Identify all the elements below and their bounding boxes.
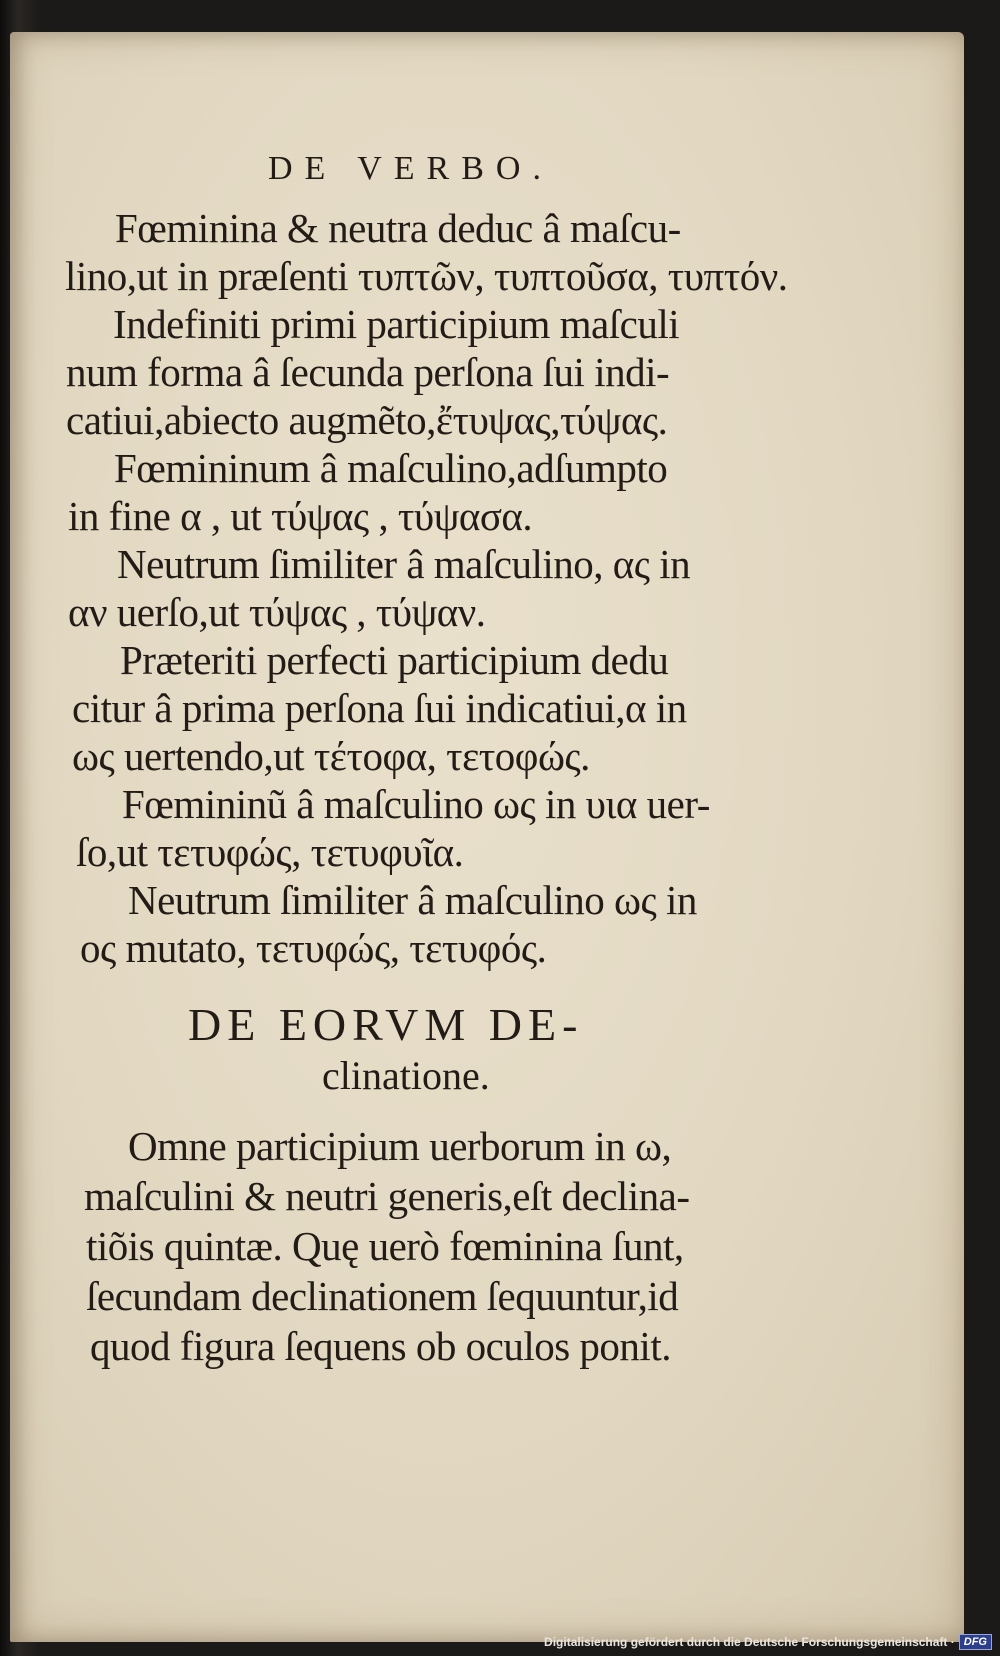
text-line-20: ſecundam declinationem ſequuntur,id <box>86 1273 679 1319</box>
digitization-credit <box>544 1634 992 1650</box>
text-line-15: Neutrum ſimiliter â maſculino ως in <box>128 877 697 923</box>
text-line-17: Omne participium uerborum in ω, <box>128 1123 672 1169</box>
section-heading: DE EORVM DE- <box>188 999 584 1050</box>
text-line-16: ος mutato, τετυφώς, τετυφός. <box>80 925 547 971</box>
text-line-21: quod figura ſequens ob oculos ponit. <box>90 1323 671 1369</box>
text-line-18: maſculini & neutri generis,eſt declina- <box>84 1173 690 1219</box>
text-line-1: Fœminina & neutra deduc â maſcu- <box>115 205 681 251</box>
dfg-logo-icon: DFG <box>959 1634 992 1650</box>
text-line-2: lino,ut in præſenti τυπτῶν, τυπτοῦσα, τυπτόν. <box>65 253 788 299</box>
book-page <box>10 32 964 1642</box>
text-line-12: ως uertendo,ut τέτοφα, τετοφώς. <box>72 733 590 779</box>
text-line-13: Fœmininũ â maſculino ως in υια uer- <box>122 781 710 827</box>
text-line-6: Fœmininum â maſculino,adſumpto <box>114 445 668 491</box>
text-line-14: ſo,ut τετυφώς, τετυφυῖα. <box>76 829 464 875</box>
text-line-4: num forma â ſecunda perſona ſui indi- <box>66 349 670 395</box>
text-line-19: tiõis quintæ. Quę uerò fœminina ſunt, <box>86 1223 684 1269</box>
text-line-7: in fine α , ut τύψας , τύψασα. <box>68 493 533 539</box>
text-line-9: αν uerſo,ut τύψας , τύψαν. <box>68 589 486 635</box>
text-line-8: Neutrum ſimiliter â maſculino, ας in <box>117 541 691 587</box>
section-subheading: clinatione. <box>322 1053 490 1098</box>
text-line-10: Præteriti perfecti participium dedu <box>120 637 669 683</box>
running-header: DE VERBO. <box>268 150 553 187</box>
text-line-5: catiui,abiecto augmẽto,ἔτυψας,τύψας. <box>66 397 668 443</box>
text-line-11: citur â prima perſona ſui indicatiui,α in <box>72 685 687 731</box>
text-line-3: Indefiniti primi participium maſculi <box>113 301 680 347</box>
credit-text: Digitalisierung gefördert durch die Deutsche Forschungsgemeinschaft · <box>544 1635 955 1649</box>
